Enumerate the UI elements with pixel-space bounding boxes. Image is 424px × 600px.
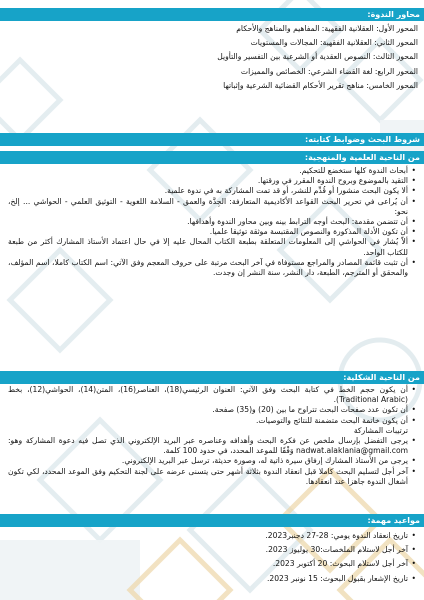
scientific-item-4: • أن يُراعى في تحرير البحث القواعد الأكاديمية المتعارفة: الجِدَّة والعمق - السلامة اللغوية - التوثيق العلمي - الحواشي ... إلخ، نحو: <box>8 197 408 217</box>
axes-header: محاور الندوة: <box>0 8 424 21</box>
scientific-item-2: • التقيد بالموضوع وبروح الندوة المقرر في ورقتها. <box>8 176 408 186</box>
date-item-1: • تاريخ انعقاد الندوة يومي: 28-27 دجنبر2023. <box>8 531 408 541</box>
date-item-2: • آخر أجل لاستلام الملخصات:30 يوليوز 2023. <box>8 545 408 555</box>
dates-header: مواعيد مهمة: <box>0 514 424 527</box>
scientific-item-3: • ألا يكون البحث منشورا أو قُدِّم للنشر، أو قد تمت المشاركة به في ندوة علمية. <box>8 186 408 196</box>
date-item-3: • آخر أجل لاستلام البحوث: 20 أكتوبر 2023. <box>8 559 408 569</box>
dates-list <box>8 531 418 584</box>
scientific-item-6: • أن تكون الأدلة المذكورة والنصوص المقتبسة موثقة توثيقا علميا. <box>8 227 408 237</box>
axis-item-4: المحور الرابع: لغة القضاء الشرعي: الخصائص والمميزات <box>240 66 418 76</box>
scientific-item-7: • ألاّ يُشار في الحواشي إلى المعلومات المتعلقة بطبعة الكتاب المحال عليه إلا في حال اعتماد الأستاذ المشارك أكثر من طبعة للكتاب الواحد. <box>8 237 408 257</box>
scientific-header: من الناحية العلمية والمنهجية: <box>0 151 424 164</box>
arrangement-item-2: • يرجى من الأستاذ المشارك إرفاق سيرة ذاتية له، وصورة حديثة، ترسل عبر البريد الإلكتروني. <box>8 456 408 466</box>
formal-item-2: • أن تكون عدد صفحات البحث تتراوح ما بين (20) و(35) صفحة. <box>8 405 408 415</box>
arrangements-title: ترتيبات المشاركة <box>353 425 408 435</box>
scientific-item-5: • أن تتضمن مقدمة: البحث أوجه الترابط بينه وبين محاور الندوة وأهدافها. <box>8 217 408 227</box>
formal-item-1: • أن يكون حجم الخط في كتابة البحث وفق الآتي: العنوان الرئيسي(18)، العناصر(16)، المتن(14)، الحواشي(12)، بخط (Traditional Arabic). <box>8 385 408 405</box>
formal-item-3: • أن يكون خاتمة البحث متضمنة للنتائج والتوصيات. <box>8 416 408 426</box>
scientific-item-8: • أن تثبت قائمة المصادر والمراجع مستوفاة في آخر البحث مرتبة على حروف المعجم وفق الآتي: اسم الكتاب كاملا، اسم المؤلف، والمحقق أو المترجم، الطبعة، دار النشر، سنة النشر إن وجدت. <box>8 258 408 278</box>
axis-item-5: المحور الخامس: مناهج تقرير الأحكام القضائية الشرعية وإثباتها <box>223 80 418 90</box>
axes-list <box>8 24 418 91</box>
scientific-list <box>8 166 418 278</box>
arrangement-item-1: • يرجى التفضل بإرسال ملخص عن فكرة البحث وأهدافه وعناصره عبر البريد الإلكتروني الذي تصل فيه دعوة المشاركة وهو: nadwat.alaklania@gmail.com وَفْقًا للموعد المحدد، في حدود 100 كلمة. <box>8 436 408 456</box>
axis-item-3: المحور الثالث: النصوص العقدية أو الشرعية بين التفسير والتأويل <box>217 52 418 62</box>
rules-header: شروط البحث وضوابط كتابته: <box>0 133 424 146</box>
axis-item-2: المحور الثاني: العقلانية الفقهية: المجالات والمستويات <box>250 38 418 48</box>
formal-list <box>8 385 418 487</box>
axis-item-1: المحور الأول: العقلانية الفقهية: المفاهيم والمناهج والأحكام <box>236 24 418 33</box>
scientific-item-1: • أبحاث الندوة كلها ستخضع للتحكيم. <box>8 166 408 176</box>
formal-header: من الناحية الشكلية: <box>0 371 424 384</box>
date-item-4: • تاريخ الإشعار بقبول البحوث: 15 نونبر 2023. <box>8 574 408 584</box>
arrangement-item-3: • آخر أجل لتسليم البحث كاملا قبل انعقاد الندوة بثلاثة أشهر حتى يتسنى عرضه على لجنة التحكيم وفق الموعد المحدد، لكي تكون أشغال الندوة جاهزا عند انعقادها. <box>8 467 408 487</box>
